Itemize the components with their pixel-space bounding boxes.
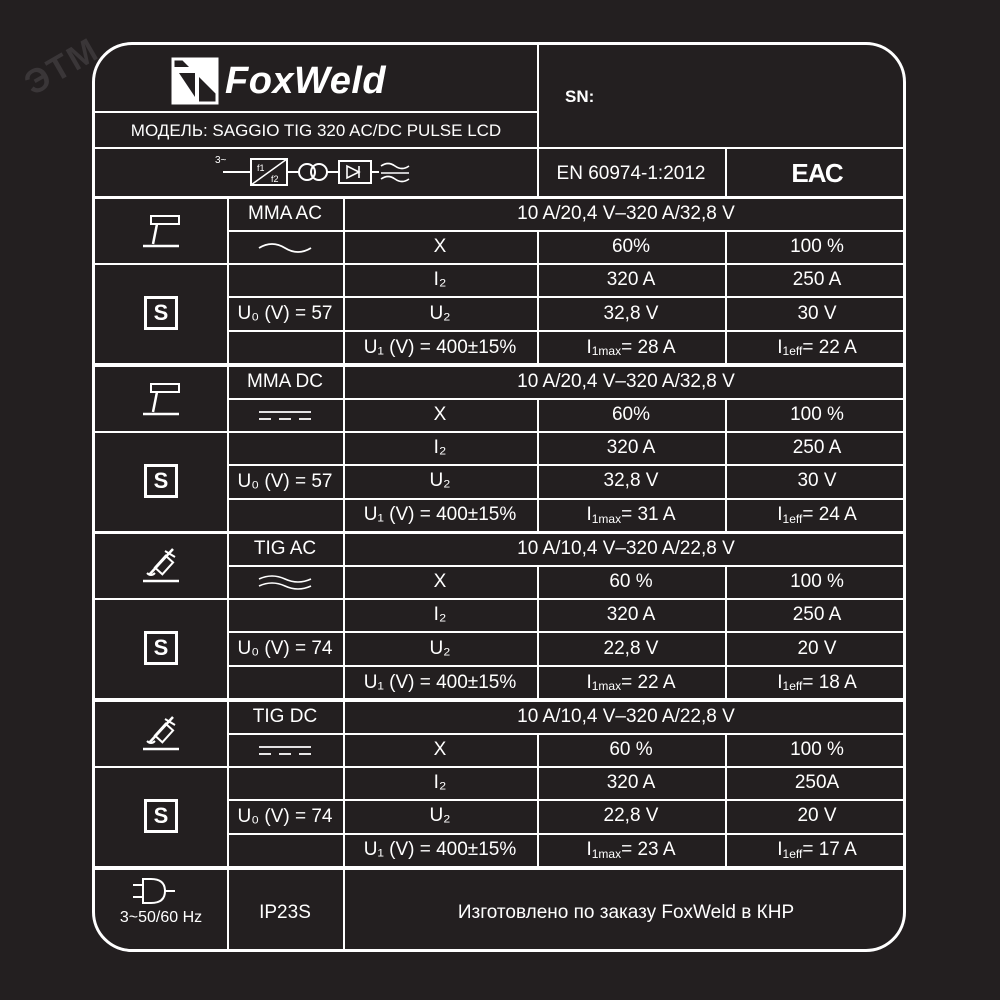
max-input-current-part: 1max: [591, 846, 622, 861]
output-current-value-2: 250 A: [792, 604, 842, 625]
section-top-rule: [95, 365, 906, 367]
duty-cycle-value-1: 60%: [611, 403, 651, 425]
row-rule: [227, 330, 906, 332]
row-rule: [227, 398, 906, 400]
ac-current-icon: [255, 574, 315, 590]
serial-number-label: SN:: [565, 86, 595, 106]
row-rule: [227, 498, 906, 500]
open-circuit-voltage: U₀ (V) = 57: [237, 470, 333, 492]
mains-plug-icon: [131, 877, 177, 905]
supply-voltage: U₁ (V) = 400±15%: [363, 839, 517, 860]
header-rule: [95, 111, 537, 113]
output-current-value-1: 320 A: [606, 771, 656, 793]
max-input-current: [537, 330, 725, 364]
duty-cycle-value-2: 100 %: [790, 236, 844, 257]
max-input-current-part: I: [586, 504, 592, 525]
duty-cycle-label: X: [433, 738, 447, 760]
output-current-value-2: 250 A: [792, 269, 842, 290]
max-input-current: [537, 833, 725, 867]
supply-voltage: U₁ (V) = 400±15%: [363, 336, 517, 358]
duty-cycle-value-2: 100 %: [790, 403, 844, 425]
effective-input-current-part: I: [777, 504, 783, 525]
effective-input-current: [725, 498, 906, 532]
made-for-label: Изготовлено по заказу FoxWeld в КНР: [457, 901, 795, 923]
eac-mark-icon: ЕАС: [791, 158, 843, 188]
s-symbol-icon: S: [144, 799, 178, 833]
footer-divider-1: [227, 869, 229, 952]
output-voltage-label: U₂: [429, 805, 451, 826]
effective-input-current-part: 1eff: [782, 679, 803, 693]
mode-label: MMA DC: [247, 370, 323, 392]
effective-input-current-part: 1eff: [782, 511, 803, 526]
dc-current-icon: [255, 742, 315, 758]
dc-current-icon: [255, 407, 315, 423]
effective-input-current-part: = 17 A: [802, 839, 857, 860]
output-current-value-1: 320 A: [606, 436, 656, 458]
max-input-current: [537, 498, 725, 532]
column-rule: [725, 398, 727, 532]
max-input-current-part: = 28 A: [621, 336, 676, 358]
supply-label: 3~50/60 Hz: [119, 909, 203, 926]
column-rule: [227, 365, 229, 532]
s-symbol-icon: S: [144, 296, 178, 330]
header-bottom-rule: [95, 147, 906, 149]
electrode-holder-icon: [139, 210, 183, 250]
max-input-current-part: 1max: [591, 511, 622, 526]
column-rule: [537, 565, 539, 699]
column-rule: [725, 565, 727, 699]
row-rule: [227, 799, 906, 801]
effective-input-current-part: I: [777, 839, 783, 860]
max-input-current-part: I: [586, 839, 592, 860]
tig-torch-icon: [139, 713, 183, 753]
s-symbol-icon: S: [144, 631, 178, 665]
output-current-value-1: 320 A: [606, 604, 656, 625]
duty-cycle-label: X: [433, 571, 447, 592]
row-rule: [95, 263, 906, 265]
duty-cycle-value-2: 100 %: [790, 738, 844, 760]
open-circuit-voltage: U₀ (V) = 74: [237, 805, 333, 827]
max-input-current-part: 1max: [591, 679, 622, 693]
effective-input-current-part: = 18 A: [802, 671, 857, 693]
output-current-label: I₂: [433, 771, 447, 793]
row-rule: [227, 665, 906, 667]
row-rule: [227, 833, 906, 835]
duty-cycle-value-1: 60 %: [609, 738, 653, 760]
open-circuit-voltage: U₀ (V) = 74: [237, 638, 333, 659]
output-current-label: I₂: [433, 269, 447, 290]
column-rule: [227, 700, 229, 867]
supply-voltage: U₁ (V) = 400±15%: [363, 504, 517, 525]
row-rule: [227, 464, 906, 466]
electrode-holder-icon: [139, 378, 183, 418]
output-voltage-value-2: 30 V: [797, 302, 837, 324]
row-rule: [95, 766, 906, 768]
rating-plate: [92, 42, 906, 952]
mode-label: TIG DC: [252, 705, 318, 727]
column-rule: [537, 230, 539, 364]
brand-name: FoxWeld: [225, 60, 387, 102]
row-rule: [227, 230, 906, 232]
output-voltage-label: U₂: [429, 302, 451, 324]
row-rule: [95, 431, 906, 433]
row-rule: [227, 296, 906, 298]
row-rule: [95, 598, 906, 600]
column-rule: [725, 230, 727, 364]
model-label: МОДЕЛЬ: SAGGIO TIG 320 AC/DC PULSE LCD: [130, 120, 502, 140]
effective-input-current-part: = 22 A: [802, 336, 857, 358]
standard-label: EN 60974-1:2012: [556, 162, 706, 184]
duty-cycle-value-1: 60 %: [609, 571, 653, 592]
inverter-circuit-icon: [219, 157, 419, 187]
output-voltage-value-1: 32,8 V: [603, 302, 659, 324]
column-rule: [227, 532, 229, 699]
output-voltage-value-1: 32,8 V: [603, 470, 659, 491]
output-voltage-value-1: 22,8 V: [603, 805, 659, 826]
output-current-value-1: 320 A: [606, 269, 656, 290]
supply-voltage: U₁ (V) = 400±15%: [363, 671, 517, 693]
effective-input-current: [725, 833, 906, 867]
effective-input-current-part: I: [777, 671, 783, 693]
duty-cycle-label: X: [433, 236, 447, 257]
open-circuit-voltage: U₀ (V) = 57: [237, 303, 333, 324]
circuit-divider: [537, 149, 539, 197]
footer-top-rule: [95, 868, 906, 870]
s-symbol-icon: S: [144, 464, 178, 498]
duty-cycle-label: X: [433, 403, 447, 425]
ac-current-icon: [255, 239, 315, 255]
effective-input-current: [725, 330, 906, 364]
output-range: 10 A/10,4 V–320 A/22,8 V: [517, 538, 735, 559]
standard-divider: [725, 149, 727, 197]
svg-text:f2: f2: [271, 174, 279, 184]
column-rule: [343, 700, 345, 867]
output-current-label: I₂: [433, 604, 447, 625]
column-rule: [343, 532, 345, 699]
column-rule: [343, 197, 345, 364]
effective-input-current-part: 1eff: [782, 344, 803, 358]
effective-input-current-part: 1eff: [782, 846, 803, 861]
column-rule: [537, 398, 539, 532]
output-voltage-label: U₂: [429, 637, 451, 659]
output-range: 10 A/20,4 V–320 A/32,8 V: [517, 203, 735, 224]
row-rule: [227, 733, 906, 735]
max-input-current-part: I: [586, 336, 592, 358]
footer-divider-2: [343, 869, 345, 952]
row-rule: [227, 565, 906, 567]
output-range: 10 A/10,4 V–320 A/22,8 V: [517, 705, 735, 727]
max-input-current-part: 1max: [591, 344, 622, 358]
tig-torch-icon: [139, 545, 183, 585]
column-rule: [227, 197, 229, 364]
output-current-label: I₂: [433, 436, 447, 458]
foxweld-logo-icon: [171, 57, 219, 105]
output-current-value-2: 250 A: [792, 436, 842, 458]
circuit-prefix: 3~: [215, 155, 227, 166]
effective-input-current-part: = 24 A: [802, 504, 857, 525]
header-divider: [537, 45, 539, 149]
section-top-rule: [95, 532, 906, 534]
ip-rating-label: IP23S: [259, 901, 311, 923]
output-voltage-value-2: 20 V: [797, 637, 837, 659]
watermark: ЭТМ: [18, 30, 106, 103]
output-voltage-value-2: 30 V: [797, 470, 837, 491]
mode-label: MMA AC: [248, 203, 322, 224]
circuit-bottom-rule: [95, 196, 906, 198]
column-rule: [537, 733, 539, 867]
max-input-current-part: I: [586, 671, 592, 693]
output-range: 10 A/20,4 V–320 A/32,8 V: [517, 370, 735, 392]
section-top-rule: [95, 700, 906, 702]
max-input-current-part: = 22 A: [621, 671, 676, 693]
svg-text:f1: f1: [257, 163, 265, 173]
output-voltage-label: U₂: [429, 470, 451, 491]
effective-input-current-part: I: [777, 336, 783, 358]
duty-cycle-value-2: 100 %: [790, 571, 844, 592]
row-rule: [227, 631, 906, 633]
column-rule: [725, 733, 727, 867]
output-voltage-value-1: 22,8 V: [603, 637, 659, 659]
duty-cycle-value-1: 60%: [611, 236, 651, 257]
effective-input-current: [725, 665, 906, 699]
max-input-current-part: = 31 A: [621, 504, 676, 525]
max-input-current: [537, 665, 725, 699]
mode-label: TIG AC: [253, 538, 317, 559]
output-voltage-value-2: 20 V: [797, 805, 837, 826]
max-input-current-part: = 23 A: [621, 839, 676, 860]
output-current-value-2: 250A: [794, 771, 840, 793]
column-rule: [343, 365, 345, 532]
